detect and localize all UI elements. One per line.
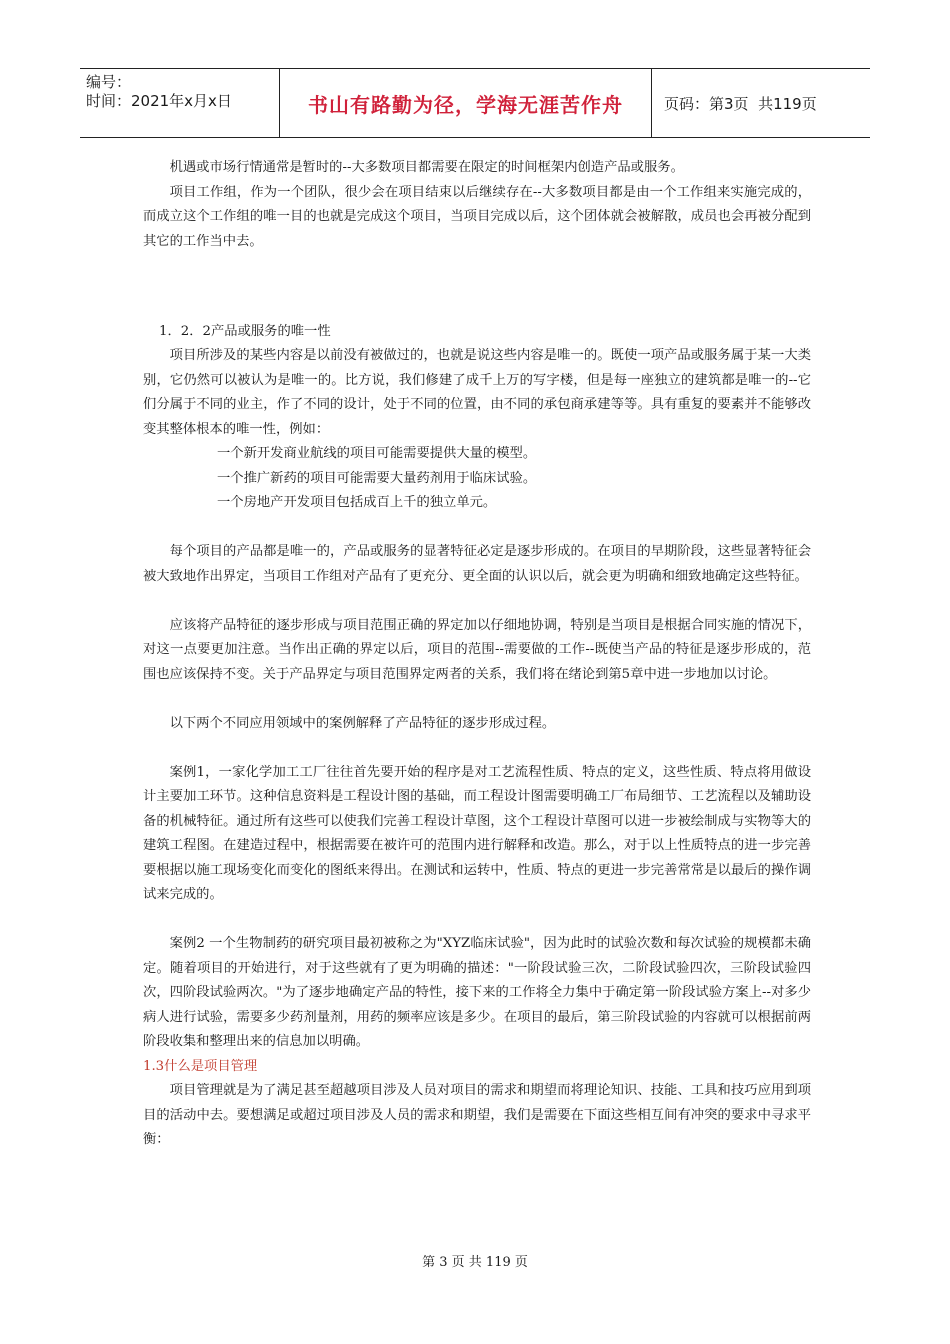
section-heading-1-2-2: 1．2．2产品或服务的唯一性 bbox=[159, 323, 331, 339]
paragraph: 应该将产品特征的逐步形成与项目范围正确的界定加以仔细地协调，特别是当项目是根据合同实施的情况下，对这一点要更加注意。当作出正确的界定以后，项目的范围--需要做的工作--既使当产品的特征是逐步形成的，范围也应该保持不变。关于产品界定与项目范围界定两者的关系，我们将在绪论到第5章中进一步地加以讨论。 bbox=[143, 617, 811, 682]
paragraph: 以下两个不同应用领域中的案例解释了产品特征的逐步形成过程。 bbox=[169, 715, 556, 731]
time-label: 时间：2021年x月x日 bbox=[86, 92, 232, 110]
section-heading-1-3: 1.3什么是项目管理 bbox=[143, 1058, 258, 1074]
page-header bbox=[80, 68, 870, 138]
list-item: 一个推广新药的项目可能需要大量药剂用于临床试验。 bbox=[217, 470, 537, 486]
header-motto-cell bbox=[280, 69, 652, 137]
page-footer bbox=[0, 1251, 950, 1270]
paragraph: 项目工作组，作为一个团队，很少会在项目结束以后继续存在--大多数项目都是由一个工作组来实施完成的，而成立这个工作组的唯一目的也就是完成这个项目，当项目完成以后，这个团体就会被解散，成员也会再被分配到其它的工作当中去。 bbox=[143, 184, 811, 249]
spacer bbox=[143, 254, 811, 295]
header-meta bbox=[80, 69, 280, 137]
header-page-cell bbox=[652, 69, 870, 137]
paragraph: 每个项目的产品都是唯一的，产品或服务的显著特征必定是逐步形成的。在项目的早期阶段，这些显著特征会被大致地作出界定，当项目工作组对产品有了更充分、更全面的认识以后，就会更为明确和细致地确定这些特征。 bbox=[143, 544, 811, 584]
document-body bbox=[143, 156, 811, 1153]
spacer bbox=[143, 295, 811, 320]
footer-page-number: 第 3 页 共 119 页 bbox=[422, 1255, 528, 1270]
paragraph: 项目管理就是为了满足甚至超越项目涉及人员对项目的需求和期望而将理论知识、技能、工具和技巧应用到项目的活动中去。要想满足或超过项目涉及人员的需求和期望，我们是需要在下面这些相互间有冲突的要求中寻求平衡： bbox=[143, 1083, 811, 1147]
spacer bbox=[143, 736, 811, 761]
paragraph: 项目所涉及的某些内容是以前没有被做过的，也就是说这些内容是唯一的。既使一项产品或服务属于某一大类别，它仍然可以被认为是唯一的。比方说，我们修建了成千上万的写字楼，但是每一座独立的建筑都是唯一的--它们分属于不同的业主，作了不同的设计，处于不同的位置，由不同的承包商承建等等。具有重复的要素并不能够改变其整体根本的唯一性，例如： bbox=[143, 348, 811, 437]
spacer bbox=[143, 908, 811, 933]
list-item: 一个新开发商业航线的项目可能需要提供大量的模型。 bbox=[217, 446, 537, 461]
paragraph: 案例1，一家化学加工工厂往往首先要开始的程序是对工艺流程性质、特点的定义，这些性质、特点将用做设计主要加工环节。这种信息资料是工程设计图的基础，而工程设计图需要明确工厂布局细节、工艺流程以及辅助设备的机械特征。通过所有这些可以使我们完善工程设计草图，这个工程设计草图可以进一步被绘制成与实物等大的建筑工程图。在建造过程中，根据需要在被许可的范围内进行解释和改造。那么，对于以上性质特点的进一步完善要根据以施工现场变化而变化的图纸来得出。在测试和运转中，性质、特点的更进一步完善常常是以最后的操作调试来完成的。 bbox=[143, 764, 811, 902]
spacer bbox=[143, 589, 811, 614]
number-label: 编号： bbox=[86, 73, 132, 91]
page-label: 页码：第3页 共119页 bbox=[664, 94, 817, 113]
paragraph: 机遇或市场行情通常是暂时的--大多数项目都需要在限定的时间框架内创造产品或服务。 bbox=[169, 160, 684, 175]
spacer bbox=[143, 516, 811, 541]
list-item: 一个房地产开发项目包括成百上千的独立单元。 bbox=[217, 495, 497, 510]
paragraph: 案例2 一个生物制药的研究项目最初被称之为"XYZ临床试验"，因为此时的试验次数和每次试验的规模都未确定。随着项目的开始进行，对于这些就有了更为明确的描述："一阶段试验三次，二阶段试验四次，三阶段试验四次，四阶段试验两次。"为了逐步地确定产品的特性，接下来的工作将全力集中于确定第一阶段试验方案上--对多少病人进行试验，需要多少药剂量剂，用药的频率应该是多少。在项目的最后，第三阶段试验的内容就可以根据前两阶段收集和整理出来的信息加以明确。 bbox=[143, 936, 811, 1049]
motto: 书山有路勤为径，学海无涯苦作舟 bbox=[308, 92, 623, 117]
spacer bbox=[143, 687, 811, 712]
